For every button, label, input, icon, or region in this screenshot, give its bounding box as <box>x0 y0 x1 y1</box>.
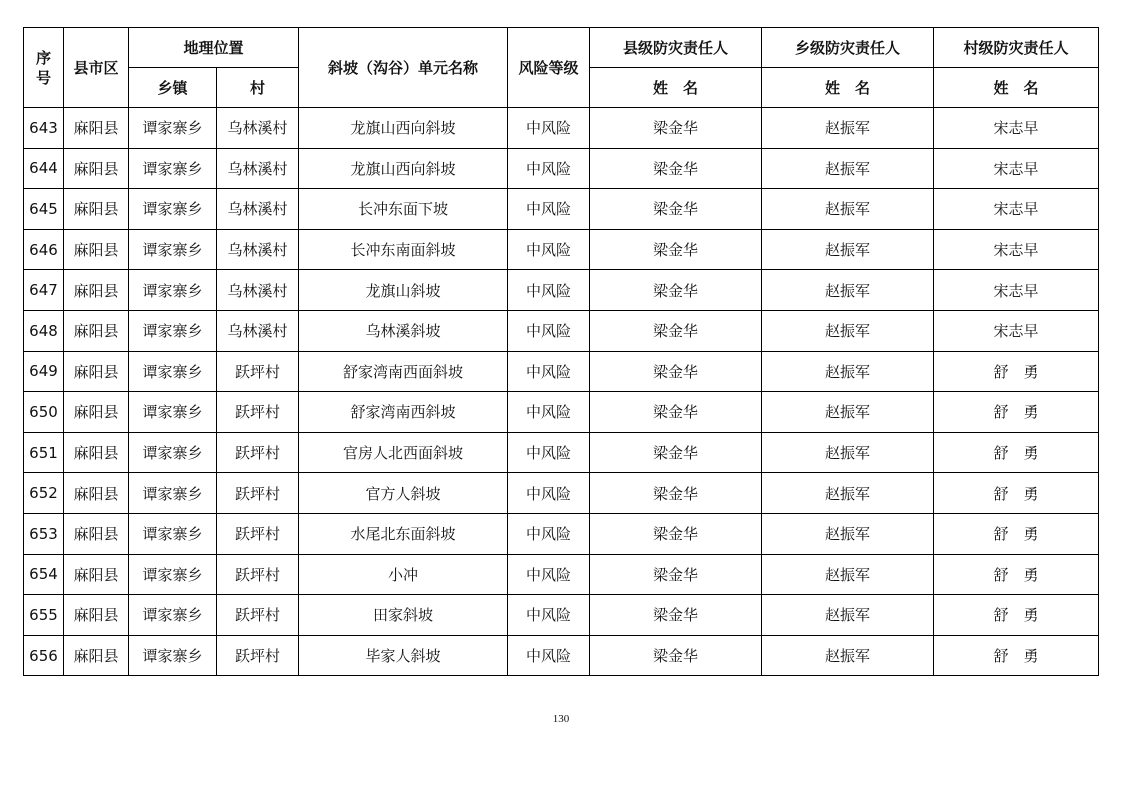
table-row <box>24 310 1099 351</box>
cell-county: 麻阳县 <box>64 148 129 189</box>
table-row <box>24 513 1099 554</box>
cell-village: 乌林溪村 <box>217 189 299 230</box>
cell-village: 乌林溪村 <box>217 108 299 149</box>
cell-risk-level: 中风险 <box>508 270 590 311</box>
cell-village-person: 宋志早 <box>934 310 1099 351</box>
cell-village: 跃坪村 <box>217 392 299 433</box>
header-row-top <box>24 28 1099 68</box>
cell-seq: 647 <box>24 270 64 311</box>
cell-unit-name: 龙旗山斜坡 <box>299 270 508 311</box>
cell-county: 麻阳县 <box>64 432 129 473</box>
cell-village: 跃坪村 <box>217 513 299 554</box>
cell-township-person: 赵振军 <box>762 554 934 595</box>
page-number: 130 <box>552 713 570 725</box>
cell-risk-level: 中风险 <box>508 513 590 554</box>
table-row <box>24 270 1099 311</box>
header-risk-level: 风险等级 <box>508 28 590 108</box>
cell-county: 麻阳县 <box>64 189 129 230</box>
cell-county-person: 梁金华 <box>590 108 762 149</box>
cell-risk-level: 中风险 <box>508 351 590 392</box>
cell-township-person: 赵振军 <box>762 189 934 230</box>
cell-village-person: 舒 勇 <box>934 432 1099 473</box>
cell-township-person: 赵振军 <box>762 392 934 433</box>
cell-township-person: 赵振军 <box>762 635 934 676</box>
cell-risk-level: 中风险 <box>508 148 590 189</box>
table-row <box>24 229 1099 270</box>
cell-seq: 650 <box>24 392 64 433</box>
cell-township: 谭家寨乡 <box>129 270 217 311</box>
cell-county-person: 梁金华 <box>590 270 762 311</box>
cell-county: 麻阳县 <box>64 595 129 636</box>
cell-seq: 651 <box>24 432 64 473</box>
cell-seq: 646 <box>24 229 64 270</box>
table-row <box>24 108 1099 149</box>
cell-county: 麻阳县 <box>64 554 129 595</box>
cell-township: 谭家寨乡 <box>129 595 217 636</box>
cell-unit-name: 乌林溪斜坡 <box>299 310 508 351</box>
cell-county-person: 梁金华 <box>590 635 762 676</box>
table-row <box>24 432 1099 473</box>
header-township: 乡镇 <box>129 68 217 108</box>
header-township-name-label: 姓 名 <box>762 68 934 108</box>
cell-county-person: 梁金华 <box>590 392 762 433</box>
cell-seq: 643 <box>24 108 64 149</box>
cell-unit-name: 龙旗山西向斜坡 <box>299 108 508 149</box>
cell-township: 谭家寨乡 <box>129 473 217 514</box>
cell-township-person: 赵振军 <box>762 310 934 351</box>
cell-township: 谭家寨乡 <box>129 108 217 149</box>
cell-seq: 648 <box>24 310 64 351</box>
cell-risk-level: 中风险 <box>508 432 590 473</box>
cell-village: 跃坪村 <box>217 635 299 676</box>
cell-township: 谭家寨乡 <box>129 189 217 230</box>
cell-county: 麻阳县 <box>64 635 129 676</box>
cell-unit-name: 舒家湾南西面斜坡 <box>299 351 508 392</box>
cell-village-person: 舒 勇 <box>934 513 1099 554</box>
cell-seq: 654 <box>24 554 64 595</box>
cell-risk-level: 中风险 <box>508 229 590 270</box>
cell-village: 乌林溪村 <box>217 229 299 270</box>
cell-county: 麻阳县 <box>64 229 129 270</box>
cell-county-person: 梁金华 <box>590 595 762 636</box>
cell-village: 跃坪村 <box>217 351 299 392</box>
cell-village: 跃坪村 <box>217 473 299 514</box>
cell-village: 乌林溪村 <box>217 310 299 351</box>
cell-risk-level: 中风险 <box>508 635 590 676</box>
cell-village: 跃坪村 <box>217 595 299 636</box>
cell-seq: 656 <box>24 635 64 676</box>
cell-unit-name: 长冲东南面斜坡 <box>299 229 508 270</box>
cell-unit-name: 舒家湾南西斜坡 <box>299 392 508 433</box>
cell-township-person: 赵振军 <box>762 148 934 189</box>
cell-village: 乌林溪村 <box>217 270 299 311</box>
header-seq <box>24 28 64 108</box>
header-unit-name: 斜坡（沟谷）单元名称 <box>299 28 508 108</box>
slope-unit-table <box>23 27 1099 676</box>
cell-unit-name: 龙旗山西向斜坡 <box>299 148 508 189</box>
cell-county-person: 梁金华 <box>590 513 762 554</box>
cell-township: 谭家寨乡 <box>129 635 217 676</box>
cell-village-person: 舒 勇 <box>934 351 1099 392</box>
cell-seq: 644 <box>24 148 64 189</box>
cell-seq: 655 <box>24 595 64 636</box>
cell-unit-name: 官房人北西面斜坡 <box>299 432 508 473</box>
cell-county: 麻阳县 <box>64 108 129 149</box>
cell-county-person: 梁金华 <box>590 473 762 514</box>
cell-risk-level: 中风险 <box>508 108 590 149</box>
table-row <box>24 392 1099 433</box>
cell-unit-name: 毕家人斜坡 <box>299 635 508 676</box>
table-row <box>24 473 1099 514</box>
cell-township: 谭家寨乡 <box>129 148 217 189</box>
cell-county: 麻阳县 <box>64 351 129 392</box>
cell-township-person: 赵振军 <box>762 270 934 311</box>
cell-county-person: 梁金华 <box>590 229 762 270</box>
cell-village: 跃坪村 <box>217 432 299 473</box>
cell-village-person: 宋志早 <box>934 108 1099 149</box>
cell-village-person: 舒 勇 <box>934 595 1099 636</box>
cell-village-person: 宋志早 <box>934 189 1099 230</box>
cell-village-person: 舒 勇 <box>934 554 1099 595</box>
cell-unit-name: 官方人斜坡 <box>299 473 508 514</box>
cell-risk-level: 中风险 <box>508 310 590 351</box>
cell-village-person: 宋志早 <box>934 148 1099 189</box>
cell-village-person: 宋志早 <box>934 229 1099 270</box>
cell-township-person: 赵振军 <box>762 229 934 270</box>
cell-township-person: 赵振军 <box>762 108 934 149</box>
cell-township-person: 赵振军 <box>762 513 934 554</box>
cell-risk-level: 中风险 <box>508 473 590 514</box>
table-row <box>24 148 1099 189</box>
cell-village-person: 舒 勇 <box>934 392 1099 433</box>
cell-township-person: 赵振军 <box>762 432 934 473</box>
cell-village-person: 舒 勇 <box>934 635 1099 676</box>
cell-county-person: 梁金华 <box>590 554 762 595</box>
table-row <box>24 351 1099 392</box>
cell-unit-name: 水尾北东面斜坡 <box>299 513 508 554</box>
cell-township-person: 赵振军 <box>762 473 934 514</box>
cell-village: 跃坪村 <box>217 554 299 595</box>
cell-risk-level: 中风险 <box>508 595 590 636</box>
cell-risk-level: 中风险 <box>508 554 590 595</box>
cell-township: 谭家寨乡 <box>129 392 217 433</box>
cell-seq: 652 <box>24 473 64 514</box>
header-county-responsible: 县级防灾责任人 <box>590 28 762 68</box>
table-row <box>24 554 1099 595</box>
disaster-responsibility-sheet <box>23 27 1098 676</box>
cell-township: 谭家寨乡 <box>129 554 217 595</box>
cell-unit-name: 长冲东面下坡 <box>299 189 508 230</box>
cell-township: 谭家寨乡 <box>129 351 217 392</box>
cell-county-person: 梁金华 <box>590 310 762 351</box>
header-village: 村 <box>217 68 299 108</box>
cell-county-person: 梁金华 <box>590 432 762 473</box>
header-seq-line2: 号 <box>35 68 51 87</box>
cell-risk-level: 中风险 <box>508 392 590 433</box>
cell-township: 谭家寨乡 <box>129 513 217 554</box>
header-county: 县市区 <box>64 28 129 108</box>
table-body <box>24 108 1099 676</box>
cell-township: 谭家寨乡 <box>129 310 217 351</box>
cell-township: 谭家寨乡 <box>129 432 217 473</box>
cell-seq: 653 <box>24 513 64 554</box>
cell-county: 麻阳县 <box>64 513 129 554</box>
cell-county: 麻阳县 <box>64 392 129 433</box>
cell-unit-name: 小冲 <box>299 554 508 595</box>
header-county-name-label: 姓 名 <box>590 68 762 108</box>
cell-county-person: 梁金华 <box>590 189 762 230</box>
cell-county: 麻阳县 <box>64 270 129 311</box>
header-village-name-label: 姓 名 <box>934 68 1099 108</box>
cell-township-person: 赵振军 <box>762 595 934 636</box>
cell-village-person: 舒 勇 <box>934 473 1099 514</box>
cell-county: 麻阳县 <box>64 310 129 351</box>
cell-seq: 649 <box>24 351 64 392</box>
table-row <box>24 595 1099 636</box>
table-row <box>24 635 1099 676</box>
header-geo-location: 地理位置 <box>129 28 299 68</box>
cell-risk-level: 中风险 <box>508 189 590 230</box>
cell-village: 乌林溪村 <box>217 148 299 189</box>
header-township-responsible: 乡级防灾责任人 <box>762 28 934 68</box>
cell-village-person: 宋志早 <box>934 270 1099 311</box>
table-row <box>24 189 1099 230</box>
cell-unit-name: 田家斜坡 <box>299 595 508 636</box>
table-header <box>24 28 1099 108</box>
cell-seq: 645 <box>24 189 64 230</box>
cell-county-person: 梁金华 <box>590 351 762 392</box>
cell-county: 麻阳县 <box>64 473 129 514</box>
header-seq-line1: 序 <box>35 48 51 67</box>
header-village-responsible: 村级防灾责任人 <box>934 28 1099 68</box>
cell-county-person: 梁金华 <box>590 148 762 189</box>
cell-township-person: 赵振军 <box>762 351 934 392</box>
cell-township: 谭家寨乡 <box>129 229 217 270</box>
